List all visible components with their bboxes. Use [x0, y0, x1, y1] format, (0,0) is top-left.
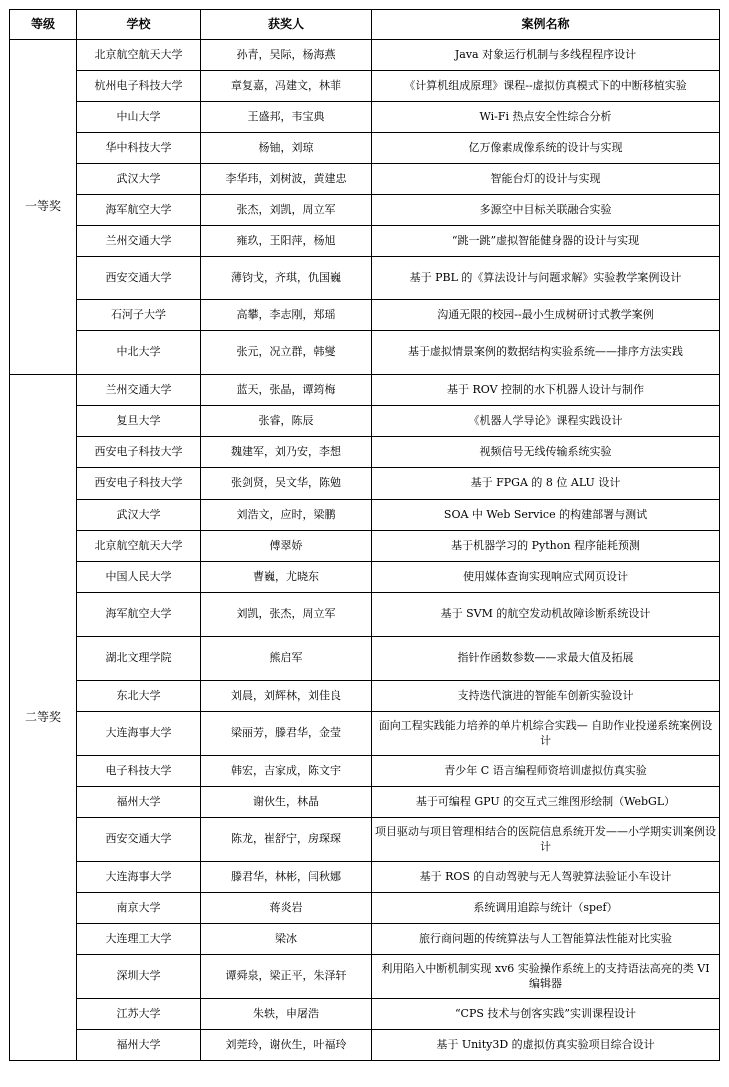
table-row: [10, 924, 720, 955]
case-name-cell: 利用陷入中断机制实现 xv6 实验操作系统上的支持语法高亮的类 VI 编辑器: [372, 955, 720, 999]
winners-cell: 蒋炎岩: [201, 893, 372, 924]
case-name-cell: 面向工程实践能力培养的单片机综合实践— 自助作业投递系统案例设计: [372, 712, 720, 756]
winners-cell: 朱轶，申屠浩: [201, 999, 372, 1030]
winners-cell: 李华玮，刘树波，黄建忠: [201, 164, 372, 195]
winners-cell: 谭舜泉，梁正平，朱泽轩: [201, 955, 372, 999]
table-row: [10, 562, 720, 593]
table-row: [10, 818, 720, 862]
case-name-cell: 青少年 C 语言编程师资培训虚拟仿真实验: [372, 756, 720, 787]
table-row: [10, 300, 720, 331]
case-name-cell: 多源空中目标关联融合实验: [372, 195, 720, 226]
school-cell: 兰州交通大学: [77, 226, 201, 257]
table-row: [10, 406, 720, 437]
winners-cell: 蓝天，张晶，谭筠梅: [201, 375, 372, 406]
case-name-cell: 《计算机组成原理》课程--虚拟仿真模式下的中断移植实验: [372, 71, 720, 102]
school-cell: 湖北文理学院: [77, 637, 201, 681]
winners-cell: 刘凯，张杰，周立军: [201, 593, 372, 637]
school-cell: 海军航空大学: [77, 195, 201, 226]
winners-cell: 薄钧戈，齐琪，仇国巍: [201, 257, 372, 300]
award-level-cell: 一等奖: [10, 40, 77, 375]
table-row: [10, 531, 720, 562]
header-row: [10, 10, 720, 40]
school-cell: 大连海事大学: [77, 712, 201, 756]
winners-cell: 王盛邦，韦宝典: [201, 102, 372, 133]
school-cell: 兰州交通大学: [77, 375, 201, 406]
table-row: [10, 1030, 720, 1061]
case-name-cell: “CPS 技术与创客实践”实训课程设计: [372, 999, 720, 1030]
header-level: 等级: [10, 10, 77, 40]
winners-cell: 刘晨，刘辉林，刘佳良: [201, 681, 372, 712]
table-body: [10, 40, 720, 1061]
case-name-cell: 基于 FPGA 的 8 位 ALU 设计: [372, 468, 720, 500]
table-row: [10, 331, 720, 375]
school-cell: 中国人民大学: [77, 562, 201, 593]
case-name-cell: 旅行商问题的传统算法与人工智能算法性能对比实验: [372, 924, 720, 955]
table-row: [10, 500, 720, 531]
table-row: [10, 226, 720, 257]
case-name-cell: Java 对象运行机制与多线程程序设计: [372, 40, 720, 71]
winners-cell: 梁丽芳，滕君华，金莹: [201, 712, 372, 756]
school-cell: 杭州电子科技大学: [77, 71, 201, 102]
table-row: [10, 999, 720, 1030]
case-name-cell: 基于 Unity3D 的虚拟仿真实验项目综合设计: [372, 1030, 720, 1061]
table-row: [10, 102, 720, 133]
table-row: [10, 637, 720, 681]
table-row: [10, 787, 720, 818]
table-row: [10, 195, 720, 226]
case-name-cell: 视频信号无线传输系统实验: [372, 437, 720, 468]
header-winners: 获奖人: [201, 10, 372, 40]
table-row: [10, 437, 720, 468]
table-row: [10, 257, 720, 300]
winners-cell: 陈龙，崔舒宁，房琛琛: [201, 818, 372, 862]
table-row: [10, 164, 720, 195]
table-row: [10, 375, 720, 406]
winners-cell: 张剑贤，吴文华，陈勉: [201, 468, 372, 500]
case-name-cell: 支持迭代演进的智能车创新实验设计: [372, 681, 720, 712]
table-row: [10, 71, 720, 102]
school-cell: 福州大学: [77, 787, 201, 818]
table-row: [10, 756, 720, 787]
school-cell: 武汉大学: [77, 500, 201, 531]
school-cell: 北京航空航天大学: [77, 40, 201, 71]
winners-cell: 熊启军: [201, 637, 372, 681]
case-name-cell: 基于 ROV 控制的水下机器人设计与制作: [372, 375, 720, 406]
table-row: [10, 862, 720, 893]
table-row: [10, 893, 720, 924]
winners-cell: 孙青，吴际，杨海燕: [201, 40, 372, 71]
winners-cell: 杨铀，刘琼: [201, 133, 372, 164]
winners-cell: 刘浩文，应时，梁鹏: [201, 500, 372, 531]
table-row: [10, 593, 720, 637]
winners-cell: 张元，况立群，韩燮: [201, 331, 372, 375]
school-cell: 中山大学: [77, 102, 201, 133]
winners-cell: 高攀，李志刚，郑瑶: [201, 300, 372, 331]
case-name-cell: 亿万像素成像系统的设计与实现: [372, 133, 720, 164]
case-name-cell: Wi-Fi 热点安全性综合分析: [372, 102, 720, 133]
table-row: [10, 955, 720, 999]
school-cell: 大连海事大学: [77, 862, 201, 893]
case-name-cell: SOA 中 Web Service 的构建部署与测试: [372, 500, 720, 531]
school-cell: 石河子大学: [77, 300, 201, 331]
winners-cell: 滕君华，林彬，闫秋娜: [201, 862, 372, 893]
case-name-cell: 使用媒体查询实现响应式网页设计: [372, 562, 720, 593]
school-cell: 大连理工大学: [77, 924, 201, 955]
school-cell: 西安电子科技大学: [77, 437, 201, 468]
school-cell: 华中科技大学: [77, 133, 201, 164]
case-name-cell: 智能台灯的设计与实现: [372, 164, 720, 195]
award-level-cell: 二等奖: [10, 375, 77, 1061]
case-name-cell: 基于可编程 GPU 的交互式三维图形绘制（WebGL）: [372, 787, 720, 818]
case-name-cell: 沟通无限的校园--最小生成树研讨式教学案例: [372, 300, 720, 331]
table-row: [10, 681, 720, 712]
table-row: [10, 133, 720, 164]
school-cell: 西安交通大学: [77, 818, 201, 862]
school-cell: 西安电子科技大学: [77, 468, 201, 500]
header-school: 学校: [77, 10, 201, 40]
table-row: [10, 468, 720, 500]
header-case: 案例名称: [372, 10, 720, 40]
winners-cell: 傅翠娇: [201, 531, 372, 562]
school-cell: 电子科技大学: [77, 756, 201, 787]
case-name-cell: 指针作函数参数——求最大值及拓展: [372, 637, 720, 681]
school-cell: 福州大学: [77, 1030, 201, 1061]
table-row: [10, 40, 720, 71]
school-cell: 江苏大学: [77, 999, 201, 1030]
table-row: [10, 712, 720, 756]
winners-cell: 张杰，刘凯，周立军: [201, 195, 372, 226]
case-name-cell: 基于 PBL 的《算法设计与问题求解》实验教学案例设计: [372, 257, 720, 300]
winners-cell: 曹巍，尤晓东: [201, 562, 372, 593]
winners-cell: 章复嘉，冯建文，林菲: [201, 71, 372, 102]
winners-cell: 魏建军，刘乃安，李想: [201, 437, 372, 468]
case-name-cell: 基于 ROS 的自动驾驶与无人驾驶算法验证小车设计: [372, 862, 720, 893]
winners-cell: 梁冰: [201, 924, 372, 955]
winners-cell: 张睿，陈辰: [201, 406, 372, 437]
awards-table: [9, 9, 720, 1061]
case-name-cell: “跳一跳”虚拟智能健身器的设计与实现: [372, 226, 720, 257]
school-cell: 复旦大学: [77, 406, 201, 437]
school-cell: 北京航空航天大学: [77, 531, 201, 562]
winners-cell: 韩宏，吉家成，陈文宇: [201, 756, 372, 787]
school-cell: 深圳大学: [77, 955, 201, 999]
school-cell: 海军航空大学: [77, 593, 201, 637]
winners-cell: 刘莞玲，谢伙生，叶福玲: [201, 1030, 372, 1061]
case-name-cell: 基于虚拟情景案例的数据结构实验系统——排序方法实践: [372, 331, 720, 375]
school-cell: 西安交通大学: [77, 257, 201, 300]
winners-cell: 雍玖，王阳萍，杨旭: [201, 226, 372, 257]
case-name-cell: 系统调用追踪与统计（spef）: [372, 893, 720, 924]
school-cell: 东北大学: [77, 681, 201, 712]
school-cell: 南京大学: [77, 893, 201, 924]
case-name-cell: 《机器人学导论》课程实践设计: [372, 406, 720, 437]
case-name-cell: 基于 SVM 的航空发动机故障诊断系统设计: [372, 593, 720, 637]
winners-cell: 谢伙生，林晶: [201, 787, 372, 818]
school-cell: 武汉大学: [77, 164, 201, 195]
school-cell: 中北大学: [77, 331, 201, 375]
case-name-cell: 项目驱动与项目管理相结合的医院信息系统开发——小学期实训案例设计: [372, 818, 720, 862]
case-name-cell: 基于机器学习的 Python 程序能耗预测: [372, 531, 720, 562]
